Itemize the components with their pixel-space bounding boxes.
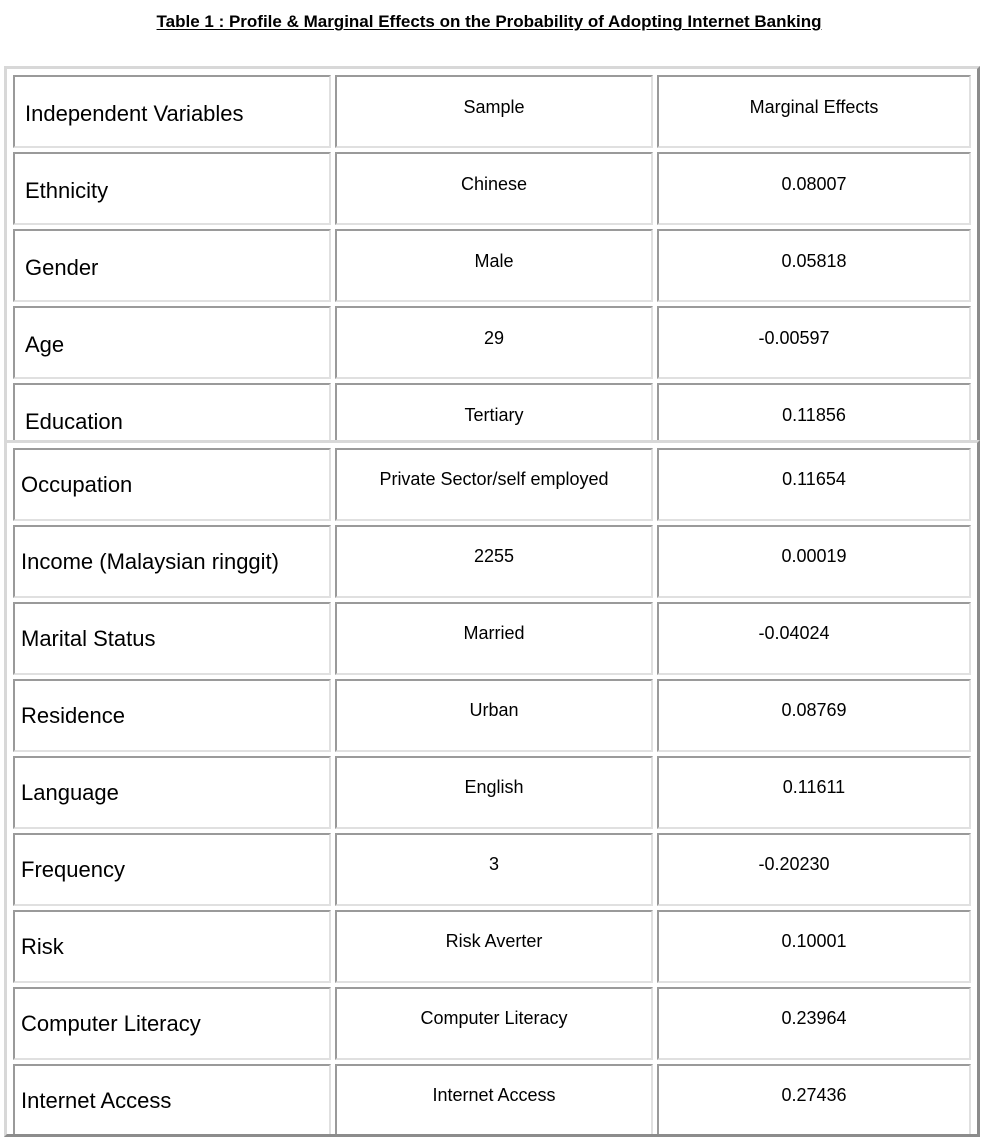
- cell-variable: Occupation: [13, 448, 331, 521]
- cell-marginal-effect: -0.20230: [657, 833, 971, 906]
- table-row: [13, 448, 971, 521]
- cell-marginal-effect: 0.10001: [657, 910, 971, 983]
- cell-sample: Computer Literacy: [335, 987, 653, 1060]
- cell-sample: Risk Averter: [335, 910, 653, 983]
- marginal-effects-table-bottom: [9, 444, 975, 1137]
- table-row: [13, 525, 971, 598]
- table-row: [13, 910, 971, 983]
- table-row: [13, 602, 971, 675]
- cell-sample: Male: [335, 229, 653, 302]
- table-row: [13, 987, 971, 1060]
- table-part-2: [4, 440, 980, 1137]
- cell-sample: 29: [335, 306, 653, 379]
- cell-variable: Education: [13, 383, 331, 446]
- table-row: [13, 229, 971, 302]
- cell-variable: Gender: [13, 229, 331, 302]
- cell-variable: Age: [13, 306, 331, 379]
- table-row: [13, 152, 971, 225]
- cell-variable: Marital Status: [13, 602, 331, 675]
- cell-marginal-effect: 0.00019: [657, 525, 971, 598]
- cell-variable: Language: [13, 756, 331, 829]
- cell-marginal-effect: -0.00597: [657, 306, 971, 379]
- cell-marginal-effect: 0.11856: [657, 383, 971, 446]
- cell-sample: Private Sector/self employed: [335, 448, 653, 521]
- table-row: [13, 1064, 971, 1137]
- cell-sample: Urban: [335, 679, 653, 752]
- cell-sample: Chinese: [335, 152, 653, 225]
- cell-sample: 3: [335, 833, 653, 906]
- table-row: [13, 383, 971, 446]
- cell-sample: 2255: [335, 525, 653, 598]
- cell-marginal-effect: 0.23964: [657, 987, 971, 1060]
- cell-sample: Tertiary: [335, 383, 653, 446]
- cell-variable: Internet Access: [13, 1064, 331, 1137]
- cell-marginal-effect: 0.27436: [657, 1064, 971, 1137]
- cell-variable: Risk: [13, 910, 331, 983]
- header-independent-variables: Independent Variables: [13, 75, 331, 148]
- cell-variable: Computer Literacy: [13, 987, 331, 1060]
- header-marginal-effects: Marginal Effects: [657, 75, 971, 148]
- table-row: [13, 679, 971, 752]
- cell-marginal-effect: 0.11611: [657, 756, 971, 829]
- cell-sample: Internet Access: [335, 1064, 653, 1137]
- cell-marginal-effect: 0.11654: [657, 448, 971, 521]
- table-part-1: [4, 66, 980, 446]
- table-row: [13, 756, 971, 829]
- table-title: Table 1 : Profile & Marginal Effects on the Probability of Adopting Internet Banking: [156, 12, 822, 31]
- table-row: [13, 833, 971, 906]
- cell-variable: Residence: [13, 679, 331, 752]
- cell-variable: Income (Malaysian ringgit): [13, 525, 331, 598]
- table-header-row: [13, 75, 971, 148]
- header-sample: Sample: [335, 75, 653, 148]
- cell-marginal-effect: 0.05818: [657, 229, 971, 302]
- table-row: [13, 306, 971, 379]
- cell-variable: Ethnicity: [13, 152, 331, 225]
- cell-marginal-effect: -0.04024: [657, 602, 971, 675]
- marginal-effects-table-top: [9, 71, 975, 446]
- cell-sample: Married: [335, 602, 653, 675]
- cell-marginal-effect: 0.08007: [657, 152, 971, 225]
- cell-marginal-effect: 0.08769: [657, 679, 971, 752]
- cell-sample: English: [335, 756, 653, 829]
- cell-variable: Frequency: [13, 833, 331, 906]
